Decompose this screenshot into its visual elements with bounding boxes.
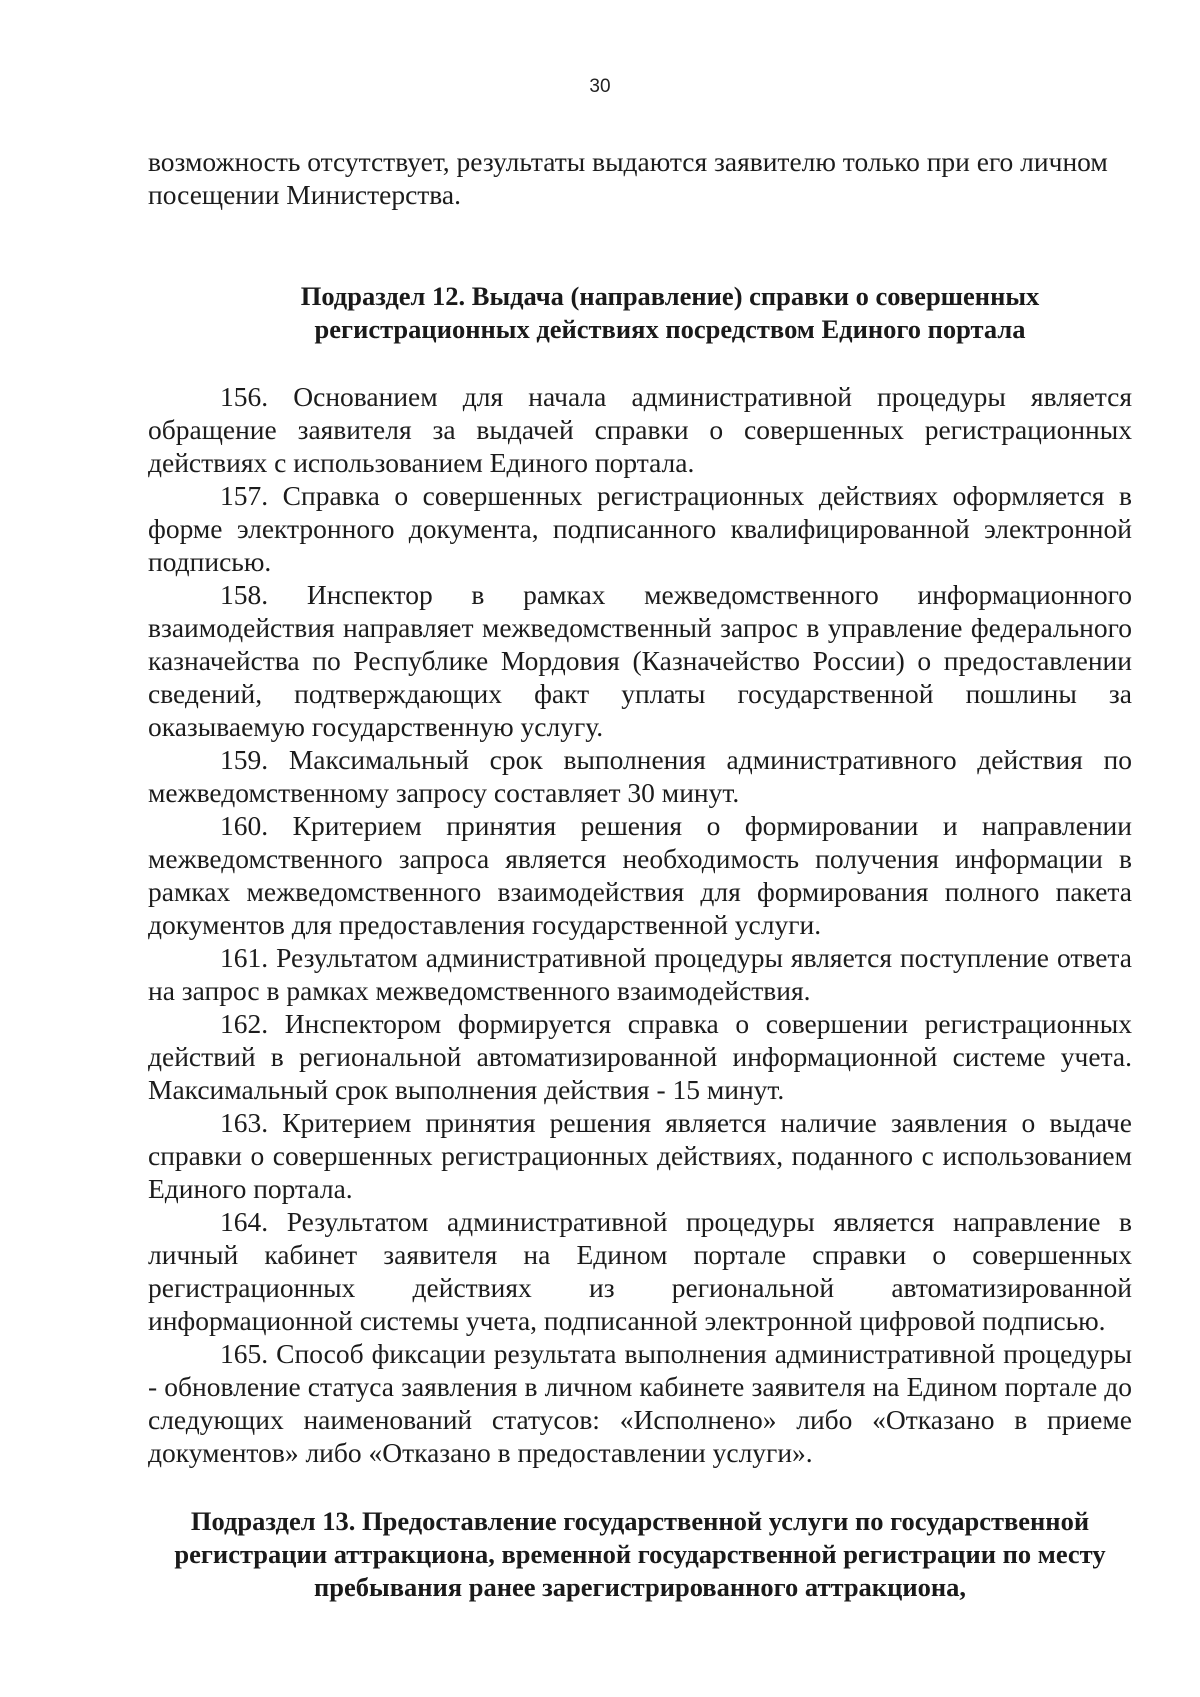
paragraph-158: 158. Инспектор в рамках межведомственного информационного взаимодействия направляет межведомственный запрос в управление федерального казначейства по Республике Мордовия (Казначейство России) о предоставлении сведений, подтверждающих факт уплаты государственной пошлины за оказываемую государственную услугу. xyxy=(148,579,1132,742)
section-12-heading: Подраздел 12. Выдача (направление) справки о совершенных регистрационных действиях посредством Единого портала xyxy=(300,281,1040,344)
paragraph-160: 160. Критерием принятия решения о формировании и направлении межведомственного запроса является необходимость получения информации в рамках межведомственного взаимодействия для формирования полного пакета документов для предоставления государственной услуги. xyxy=(148,810,1132,940)
page-number: 30 xyxy=(589,76,611,97)
paragraph-156: 156. Основанием для начала административной процедуры является обращение заявителя за выдачей справки о совершенных регистрационных действиях с использованием Единого портала. xyxy=(148,381,1132,478)
section-13-heading: Подраздел 13. Предоставление государственной услуги по государственной регистрации аттракциона, временной государственной регистрации по месту пребывания ранее зарегистрированного аттракциона, xyxy=(174,1506,1106,1602)
paragraph-164: 164. Результатом административной процедуры является направление в личный кабинет заявителя на Едином портале справки о совершенных регистрационных действиях из региональной автоматизированной информационной системы учета, подписанной электронной цифровой подписью. xyxy=(148,1206,1132,1336)
paragraph-163: 163. Критерием принятия решения является наличие заявления о выдаче справки о совершенных регистрационных действиях, поданного с использованием Единого портала. xyxy=(148,1107,1132,1204)
paragraph-165: 165. Способ фиксации результата выполнения административной процедуры - обновление статуса заявления в личном кабинете заявителя на Едином портале до следующих наименований статусов: «Исполнено» либо «Отказано в приеме документов» либо «Отказано в предоставлении услуги». xyxy=(148,1338,1132,1468)
paragraph-list xyxy=(148,380,1132,1469)
paragraph-162: 162. Инспектором формируется справка о совершении регистрационных действий в региональной автоматизированной информационной системе учета. Максимальный срок выполнения действия - 15 минут. xyxy=(148,1008,1132,1105)
paragraph-157: 157. Справка о совершенных регистрационных действиях оформляется в форме электронного документа, подписанного квалифицированной электронной подписью. xyxy=(148,480,1132,577)
paragraph-159: 159. Максимальный срок выполнения административного действия по межведомственному запросу составляет 30 минут. xyxy=(148,744,1132,808)
intro-paragraph: возможность отсутствует, результаты выдаются заявителю только при его личном посещении Министерства. xyxy=(148,146,1108,210)
document-body xyxy=(148,145,1132,1604)
paragraph-161: 161. Результатом административной процедуры является поступление ответа на запрос в рамках межведомственного взаимодействия. xyxy=(148,942,1132,1006)
